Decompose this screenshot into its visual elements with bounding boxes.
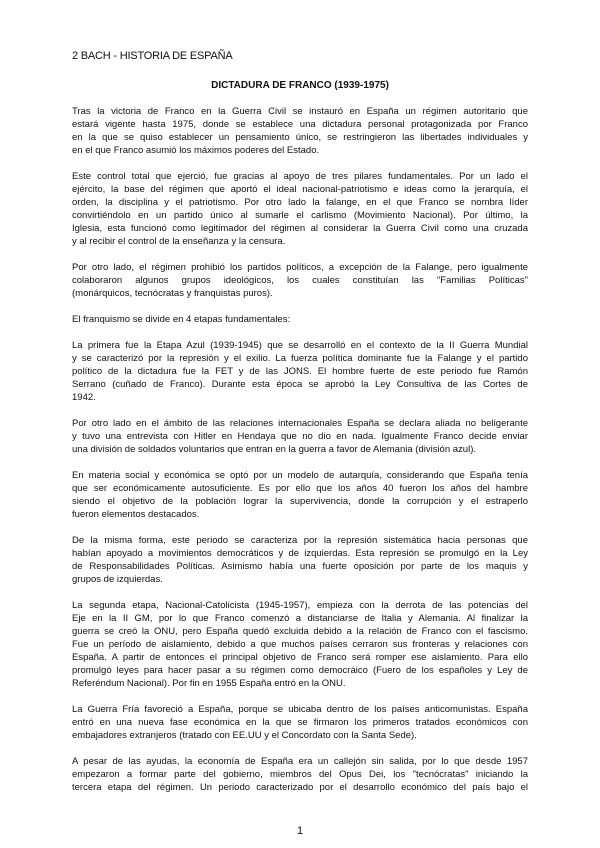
text-line: político de la dictadura fue la FET y de las JONS. El hombre fuerte de este periodo fue Ramón [72, 366, 528, 377]
text-line: El franquismo se divide en 4 etapas fundamentales: [72, 314, 291, 325]
paragraph [72, 599, 528, 690]
text-line: habían apoyado a movimientos democráticos y de izquierdas. Esta represión se promulgó en la Ley [72, 548, 528, 559]
text-line: grupos de izquierdas. [72, 574, 163, 585]
text-line: entró en una nueva fase económica en la que se firmaron los primeros tratados económicos con [72, 717, 528, 728]
text-line: Este control total que ejerció, fue gracias al apoyo de tres pilares fundamentales. Por un lado el [72, 171, 528, 182]
text-line: Tras la victoria de Franco en la Guerra Civil se instauró en España un régimen autoritario que [72, 106, 528, 117]
paragraph [72, 469, 528, 521]
text-line: tercera etapa del régimen. Un periodo caracterizado por el desarrollo económico del país bajo el [72, 782, 528, 793]
text-line: promulgó leyes para hacer pasar a su régimen como democráico (Fuero de los españoles y Ley de [72, 665, 528, 676]
paragraph [72, 105, 528, 157]
text-line: La Guerra Fría favoreció a España, porque se ubicaba dentro de los países anticomunistas. España [72, 704, 528, 715]
paragraph [72, 170, 528, 248]
paragraph [72, 417, 528, 456]
text-line: 1942. [72, 392, 96, 403]
text-line: La segunda etapa, Nacional-Catolicista (1945-1957), empieza con la derrota de las potencias del [72, 600, 528, 611]
text-line: de Responsabilidades Políticas. Asimismo había una fuerte oposición por parte de los maquis y [72, 561, 528, 572]
text-line: que ser económicamente autosuficiente. Es por ello que los años 40 fueron los años del hambre [72, 483, 528, 494]
text-line: siendo el objetivo de la población lograr la supervivencia, donde la corrupción y el estraperlo [72, 496, 528, 507]
text-line: convirtiéndolo en un partido único al sumarle el carlismo (Movimiento Nacional). Por último, la [72, 210, 528, 221]
text-line: y al recibir el control de la enseñanza y la censura. [72, 236, 286, 247]
text-line: Por otro lado en el ámbito de las relaciones internacionales España se declara aliada no beligerante [72, 418, 528, 429]
paragraph [72, 261, 528, 300]
paragraph [72, 339, 528, 404]
text-line: guerra se creó la ONU, pero España quedó excluida debido a la relación de Franco con el fascismo. [72, 626, 528, 637]
text-line: y se caracterizó por la represión y el exilio. La fuerza política dominante fue la Falange y el partido [72, 353, 528, 364]
text-line: empezaron a formar parte del gobierno, miembros del Opus Dei, los "tecnócratas" iniciando la [72, 769, 528, 780]
text-line: orden, la disciplina y el patriotismo. Por otro lado la falange, en el que Franco se nombra líder [72, 197, 528, 208]
text-line: Referéndum Nacional). Por fin en 1955 España entró en la ONU. [72, 678, 346, 689]
text-line: Fue un período de aislamiento, debido a que muchos países cerraron sus fronteras y relaciones con [72, 639, 528, 650]
text-line: una división de soldados voluntarios que entran en la guerra a favor de Alemania (división azul). [72, 444, 476, 455]
text-line: (monárquicos, tecnócratas y franquistas puros). [72, 288, 273, 299]
paragraph [72, 703, 528, 742]
text-line: embajadores extranjeros (tratado con EE.UU y el Concordato con la Santa Sede). [72, 730, 417, 741]
text-line: A pesar de las ayudas, la economía de España era un callejón sin salida, por lo que desde 1957 [72, 756, 528, 767]
page-header: 2 BACH - HISTORIA DE ESPAÑA [72, 50, 233, 62]
paragraph [72, 313, 528, 326]
text-line: en la que se quiso establecer un pensamiento único, se restringieron las libertades individuales y [72, 132, 528, 143]
text-line: En materia social y económica se optó por un modelo de autarquía, considerando que España tenía [72, 470, 528, 481]
text-line: ejército, la base del régimen que aportó el ideal nacional-patriotismo e ideas como la jerarquía, el [72, 184, 528, 195]
text-line: Eje en la II GM, por lo que Franco comenzó a distanciarse de Italia y Alemania. Al finalizar la [72, 613, 528, 624]
document-body [72, 105, 528, 807]
text-line: España. A partir de entonces el principal objetivo de Franco será romper ese aislamiento. Para ello [72, 652, 528, 663]
text-line: en el que Franco asumió los máximos poderes del Estado. [72, 145, 320, 156]
text-line: colaboraron algunos grupos ideológicos, los cuales constituían las "Familias Políticas" [72, 275, 528, 286]
paragraph [72, 755, 528, 794]
document-title: DICTADURA DE FRANCO (1939-1975) [211, 80, 389, 91]
text-line: fueron elementos destacados. [72, 509, 200, 520]
text-line: estará vigente hasta 1975, donde se establece una dictadura personal protagonizada por Franco [72, 119, 528, 130]
text-line: y tuvo una entrevista con Hitler en Hendaya que no dio en nada. Igualmente Franco decide enviar [72, 431, 528, 442]
text-line: De la misma forma, este periodo se caracteriza por la represión sistemática hacia personas que [72, 535, 528, 546]
page-number: 1 [296, 825, 304, 837]
text-line: Iglesia, esta funcionó como legitimador del régimen al considerar la Guerra Civil como una cruzada [72, 223, 528, 234]
text-line: La primera fue la Etapa Azul (1939-1945) que se desarrolló en el contexto de la II Guerra Mundial [72, 340, 528, 351]
text-line: Serrano (cuñado de Franco). Durante esta época se aprobó la Ley Consultiva de las Cortes de [72, 379, 528, 390]
paragraph [72, 534, 528, 586]
text-line: Por otro lado, el régimen prohibió los partidos políticos, a excepción de la Falange, pero igualmente [72, 262, 528, 273]
